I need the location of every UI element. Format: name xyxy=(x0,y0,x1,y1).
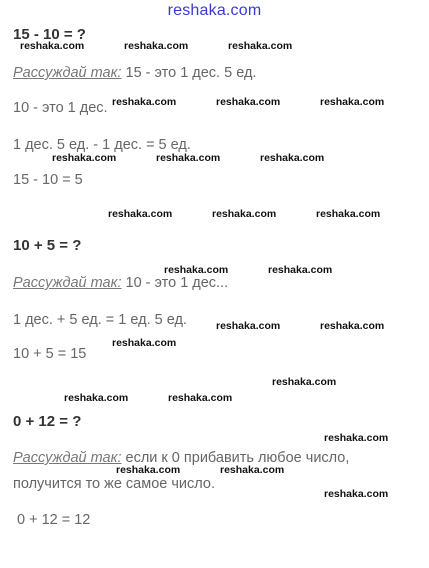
watermark: reshaka.com xyxy=(324,488,389,500)
watermark: reshaka.com xyxy=(268,264,333,276)
example-2-heading: 10 + 5 = ? xyxy=(13,237,82,254)
example-2-reason-text: 10 - это 1 дес... xyxy=(121,275,229,291)
watermark: reshaka.com xyxy=(112,337,177,349)
example-1-answer: 15 - 10 = 5 xyxy=(13,172,83,188)
example-1-heading: 15 - 10 = ? xyxy=(13,26,86,43)
watermark: reshaka.com xyxy=(212,208,277,220)
example-2-answer: 10 + 5 = 15 xyxy=(13,346,87,362)
example-2-reasoning xyxy=(13,275,228,291)
watermark: reshaka.com xyxy=(168,392,233,404)
site-title: reshaka.com xyxy=(167,2,262,19)
example-2-line-2: 1 дес. + 5 ед. = 1 ед. 5 ед. xyxy=(13,312,187,328)
example-2-reason-label: Рассуждай так: xyxy=(13,275,122,291)
example-3-heading: 0 + 12 = ? xyxy=(13,413,82,430)
example-3-reasoning xyxy=(13,450,349,466)
watermark: reshaka.com xyxy=(116,464,181,476)
watermark: reshaka.com xyxy=(228,40,293,52)
example-3-reason-text: если к 0 прибавить любое число, xyxy=(121,450,350,466)
watermark: reshaka.com xyxy=(324,432,389,444)
watermark: reshaka.com xyxy=(216,320,281,332)
example-3-reason-label: Рассуждай так: xyxy=(13,450,122,466)
watermark: reshaka.com xyxy=(320,96,385,108)
example-1-line-3: 1 дес. 5 ед. - 1 дес. = 5 ед. xyxy=(13,137,191,153)
example-1-reasoning xyxy=(13,65,256,81)
watermark: reshaka.com xyxy=(260,152,325,164)
watermark: reshaka.com xyxy=(316,208,381,220)
watermark: reshaka.com xyxy=(64,392,129,404)
example-3-answer: 0 + 12 = 12 xyxy=(17,512,91,528)
watermark: reshaka.com xyxy=(124,40,189,52)
watermark: reshaka.com xyxy=(220,464,285,476)
watermark: reshaka.com xyxy=(164,264,229,276)
example-1-reason-text: 15 - это 1 дес. 5 ед. xyxy=(121,65,257,81)
example-3-reason-text-2: получится то же самое число. xyxy=(13,476,215,492)
example-1-line-2: 10 - это 1 дес. xyxy=(13,100,108,116)
watermark: reshaka.com xyxy=(20,40,85,52)
watermark: reshaka.com xyxy=(216,96,281,108)
watermark: reshaka.com xyxy=(52,152,117,164)
example-1-reason-label: Рассуждай так: xyxy=(13,65,122,81)
watermark: reshaka.com xyxy=(320,320,385,332)
watermark: reshaka.com xyxy=(112,96,177,108)
watermark: reshaka.com xyxy=(272,376,337,388)
watermark: reshaka.com xyxy=(156,152,221,164)
watermark: reshaka.com xyxy=(108,208,173,220)
